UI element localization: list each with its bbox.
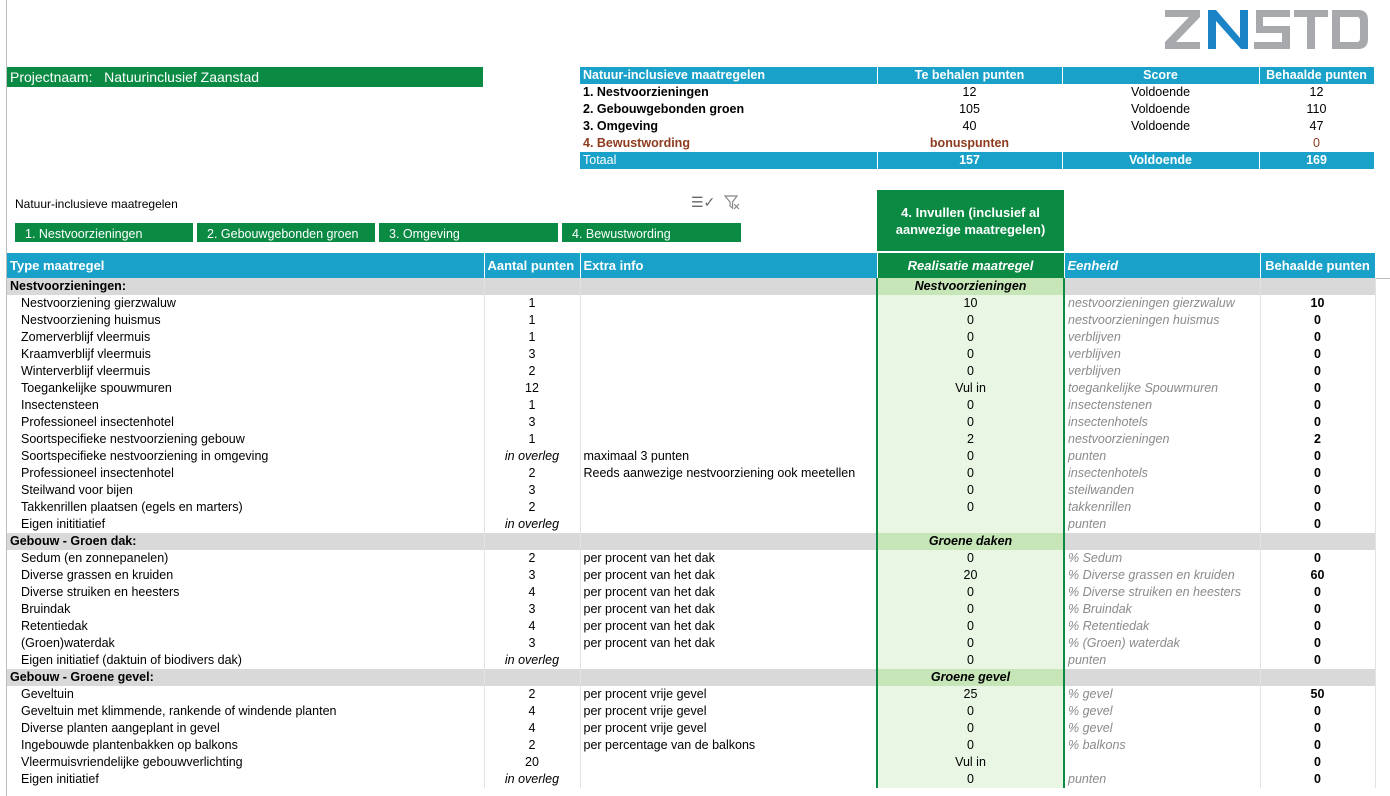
realisation-input[interactable]: 0 [877, 448, 1064, 465]
summary-name: 2. Gebouwgebonden groen [580, 101, 877, 118]
summary-row [580, 118, 1374, 135]
measure-name: Nestvoorziening huismus [7, 312, 484, 329]
measure-points: 2 [484, 550, 580, 567]
measure-extra-info: per procent van het dak [580, 635, 877, 652]
measure-unit: verblijven [1064, 329, 1260, 346]
measure-extra-info [580, 516, 877, 533]
measure-points: 4 [484, 703, 580, 720]
measure-name: Kraamverblijf vleermuis [7, 346, 484, 363]
measure-achieved-points: 60 [1260, 567, 1375, 584]
cell [1260, 669, 1375, 686]
measure-unit: steilwanden [1064, 482, 1260, 499]
measure-unit: takkenrillen [1064, 499, 1260, 516]
summary-achieved: 12 [1259, 84, 1374, 101]
realisation-input[interactable]: 0 [877, 312, 1064, 329]
measure-extra-info: per procent vrije gevel [580, 720, 877, 737]
measure-achieved-points: 0 [1260, 516, 1375, 533]
summary-row [580, 135, 1374, 152]
measure-extra-info: Reeds aanwezige nestvoorziening ook meetellen [580, 465, 877, 482]
header-unit: Eenheid [1064, 253, 1260, 278]
measure-name: Eigen initiatief (daktuin of biodivers dak) [7, 652, 484, 669]
summary-header-row [580, 67, 1374, 84]
measure-extra-info: per procent van het dak [580, 567, 877, 584]
summary-table [580, 67, 1375, 169]
summary-target: bonuspunten [877, 135, 1062, 152]
slicer-button-gebouwgebonden-groen[interactable]: 2. Gebouwgebonden groen [196, 222, 376, 243]
measure-unit: % Diverse struiken en heesters [1064, 584, 1260, 601]
measure-name: Diverse planten aangeplant in gevel [7, 720, 484, 737]
table-row [7, 346, 1375, 363]
table-row [7, 499, 1375, 516]
section-row [7, 533, 1375, 550]
measure-achieved-points: 0 [1260, 329, 1375, 346]
measure-name: Insectensteen [7, 397, 484, 414]
cell [1260, 278, 1375, 295]
slicer-button-omgeving[interactable]: 3. Omgeving [378, 222, 559, 243]
measure-achieved-points: 0 [1260, 312, 1375, 329]
gridline [1375, 278, 1390, 279]
summary-row [580, 101, 1374, 118]
measure-achieved-points: 2 [1260, 431, 1375, 448]
measure-achieved-points: 0 [1260, 346, 1375, 363]
summary-total-score: Voldoende [1062, 152, 1259, 169]
measure-achieved-points: 0 [1260, 703, 1375, 720]
cell [1064, 278, 1260, 295]
realisation-input[interactable]: 0 [877, 584, 1064, 601]
realisation-input[interactable]: 0 [877, 346, 1064, 363]
measure-name: Diverse struiken en heesters [7, 584, 484, 601]
measure-achieved-points: 0 [1260, 363, 1375, 380]
measure-points: 2 [484, 737, 580, 754]
section-realisation-label: Groene daken [877, 533, 1064, 550]
measure-name: Bruindak [7, 601, 484, 618]
measure-extra-info [580, 652, 877, 669]
summary-total-row [580, 152, 1374, 169]
header-extra: Extra info [580, 253, 877, 278]
measure-points: 4 [484, 584, 580, 601]
measure-extra-info: per procent van het dak [580, 584, 877, 601]
measure-unit: punten [1064, 516, 1260, 533]
measure-extra-info [580, 295, 877, 312]
realisation-input[interactable]: 20 [877, 567, 1064, 584]
measure-points: in overleg [484, 771, 580, 788]
summary-header-measures: Natuur-inclusieve maatregelen [580, 67, 877, 84]
measure-achieved-points: 0 [1260, 584, 1375, 601]
realisation-input[interactable]: 25 [877, 686, 1064, 703]
measure-points: 1 [484, 431, 580, 448]
summary-target: 40 [877, 118, 1062, 135]
table-row [7, 329, 1375, 346]
realisation-input[interactable]: 0 [877, 635, 1064, 652]
measure-name: Geveltuin [7, 686, 484, 703]
realisation-input[interactable]: 0 [877, 720, 1064, 737]
summary-name: 4. Bewustwording [580, 135, 877, 152]
measure-points: 1 [484, 295, 580, 312]
table-row [7, 397, 1375, 414]
slicer-button-bewustwording[interactable]: 4. Bewustwording [561, 222, 742, 243]
realisation-input[interactable]: 0 [877, 601, 1064, 618]
measure-unit: % gevel [1064, 720, 1260, 737]
header-achieved: Behaalde punten [1260, 253, 1375, 278]
measure-unit: % Sedum [1064, 550, 1260, 567]
measure-unit: % Diverse grassen en kruiden [1064, 567, 1260, 584]
realisation-input[interactable]: 0 [877, 465, 1064, 482]
measure-extra-info: per procent van het dak [580, 550, 877, 567]
measure-unit: nestvoorzieningen gierzwaluw [1064, 295, 1260, 312]
measure-unit: % Bruindak [1064, 601, 1260, 618]
table-row [7, 618, 1375, 635]
measure-unit: % Retentiedak [1064, 618, 1260, 635]
clear-filter-icon[interactable] [724, 194, 740, 213]
cell [580, 533, 877, 550]
measure-name: Soortspecifieke nestvoorziening in omgeving [7, 448, 484, 465]
table-row [7, 516, 1375, 533]
realisation-input[interactable]: 0 [877, 499, 1064, 516]
measure-name: Professioneel insectenhotel [7, 414, 484, 431]
measure-points: 3 [484, 346, 580, 363]
table-row [7, 431, 1375, 448]
cell [1064, 533, 1260, 550]
measure-points: 2 [484, 499, 580, 516]
measure-points: 1 [484, 312, 580, 329]
realisation-input[interactable] [877, 516, 1064, 533]
section-row [7, 669, 1375, 686]
measure-extra-info: maximaal 3 punten [580, 448, 877, 465]
measure-points: 3 [484, 414, 580, 431]
measures-table [7, 253, 1376, 788]
realisation-input[interactable]: 0 [877, 652, 1064, 669]
table-row [7, 754, 1375, 771]
measure-extra-info: per procent van het dak [580, 618, 877, 635]
realisation-input[interactable]: 0 [877, 550, 1064, 567]
summary-achieved: 47 [1259, 118, 1374, 135]
measure-points: in overleg [484, 516, 580, 533]
table-row [7, 295, 1375, 312]
table-row [7, 601, 1375, 618]
header-points: Aantal punten [484, 253, 580, 278]
cell [484, 533, 580, 550]
measure-extra-info [580, 329, 877, 346]
table-row [7, 584, 1375, 601]
summary-target: 12 [877, 84, 1062, 101]
table-row [7, 482, 1375, 499]
header-realisation: Realisatie maatregel [877, 253, 1064, 278]
measure-extra-info [580, 397, 877, 414]
measure-name: Soortspecifieke nestvoorziening gebouw [7, 431, 484, 448]
realisation-input[interactable]: 0 [877, 703, 1064, 720]
project-label: Projectnaam: [10, 69, 93, 85]
measure-achieved-points: 0 [1260, 771, 1375, 788]
measure-points: 1 [484, 329, 580, 346]
table-row [7, 550, 1375, 567]
summary-score [1062, 135, 1259, 152]
table-row [7, 635, 1375, 652]
cell [484, 278, 580, 295]
measure-extra-info: per procent vrije gevel [580, 703, 877, 720]
measure-achieved-points: 0 [1260, 482, 1375, 499]
summary-achieved: 110 [1259, 101, 1374, 118]
measure-extra-info [580, 431, 877, 448]
cell [484, 669, 580, 686]
instruction-header [877, 190, 1064, 251]
znstd-logo [1160, 4, 1375, 54]
table-row [7, 448, 1375, 465]
table-row [7, 703, 1375, 720]
measure-name: Professioneel insectenhotel [7, 465, 484, 482]
table-row [7, 567, 1375, 584]
realisation-input[interactable]: 0 [877, 414, 1064, 431]
measure-achieved-points: 10 [1260, 295, 1375, 312]
measure-extra-info [580, 346, 877, 363]
measure-name: Geveltuin met klimmende, rankende of windende planten [7, 703, 484, 720]
measure-points: 3 [484, 635, 580, 652]
measure-unit: insectenhotels [1064, 414, 1260, 431]
summary-score: Voldoende [1062, 84, 1259, 101]
measure-extra-info: per procent van het dak [580, 601, 877, 618]
measure-name: Takkenrillen plaatsen (egels en marters) [7, 499, 484, 516]
table-row [7, 737, 1375, 754]
table-row [7, 652, 1375, 669]
measure-achieved-points: 0 [1260, 465, 1375, 482]
measure-unit: toegankelijke Spouwmuren [1064, 380, 1260, 397]
measure-points: 3 [484, 482, 580, 499]
realisation-input[interactable]: 2 [877, 431, 1064, 448]
project-name-bar [7, 67, 483, 87]
multi-select-icon[interactable]: ☰✓ [691, 194, 716, 210]
measure-points: 3 [484, 567, 580, 584]
measure-achieved-points: 0 [1260, 754, 1375, 771]
realisation-input[interactable]: 0 [877, 329, 1064, 346]
measure-achieved-points: 0 [1260, 618, 1375, 635]
section-title: Nestvoorzieningen: [7, 278, 484, 295]
section-title: Gebouw - Groene gevel: [7, 669, 484, 686]
summary-name: 3. Omgeving [580, 118, 877, 135]
measure-name: Vleermuisvriendelijke gebouwverlichting [7, 754, 484, 771]
measure-unit: % (Groen) waterdak [1064, 635, 1260, 652]
cell [580, 669, 877, 686]
measure-achieved-points: 0 [1260, 652, 1375, 669]
summary-achieved: 0 [1259, 135, 1374, 152]
measure-unit: punten [1064, 652, 1260, 669]
measure-achieved-points: 0 [1260, 397, 1375, 414]
measure-points: in overleg [484, 652, 580, 669]
measure-name: Ingebouwde plantenbakken op balkons [7, 737, 484, 754]
measure-name: Nestvoorziening gierzwaluw [7, 295, 484, 312]
table-row [7, 771, 1375, 788]
realisation-input[interactable]: 0 [877, 363, 1064, 380]
slicer-button-nestvoorzieningen[interactable]: 1. Nestvoorzieningen [14, 222, 194, 243]
section-realisation-label: Groene gevel [877, 669, 1064, 686]
measure-achieved-points: 0 [1260, 380, 1375, 397]
measure-extra-info [580, 482, 877, 499]
measure-name: Zomerverblijf vleermuis [7, 329, 484, 346]
measure-extra-info [580, 312, 877, 329]
section-realisation-label: Nestvoorzieningen [877, 278, 1064, 295]
summary-total-name: Totaal [580, 152, 877, 169]
measure-extra-info [580, 414, 877, 431]
table-row [7, 686, 1375, 703]
measure-points: 2 [484, 465, 580, 482]
measure-points: 20 [484, 754, 580, 771]
slicer-title: Natuur-inclusieve maatregelen [15, 197, 178, 211]
realisation-input[interactable]: 0 [877, 482, 1064, 499]
measure-name: Steilwand voor bijen [7, 482, 484, 499]
table-row [7, 380, 1375, 397]
section-row [7, 278, 1375, 295]
realisation-input[interactable]: 0 [877, 737, 1064, 754]
cell [1064, 669, 1260, 686]
measure-name: Diverse grassen en kruiden [7, 567, 484, 584]
summary-header-achieved: Behaalde punten [1259, 67, 1374, 84]
section-title: Gebouw - Groen dak: [7, 533, 484, 550]
measure-unit: % balkons [1064, 737, 1260, 754]
table-header-row [7, 253, 1375, 278]
measure-extra-info [580, 380, 877, 397]
measure-extra-info [580, 771, 877, 788]
summary-total-target: 157 [877, 152, 1062, 169]
measure-extra-info: per percentage van de balkons [580, 737, 877, 754]
table-row [7, 720, 1375, 737]
measure-points: in overleg [484, 448, 580, 465]
summary-score: Voldoende [1062, 101, 1259, 118]
measure-achieved-points: 0 [1260, 720, 1375, 737]
summary-header-score: Score [1062, 67, 1259, 84]
summary-score: Voldoende [1062, 118, 1259, 135]
summary-total-achieved: 169 [1259, 152, 1374, 169]
summary-name: 1. Nestvoorzieningen [580, 84, 877, 101]
measure-unit: verblijven [1064, 346, 1260, 363]
measure-unit: nestvoorzieningen [1064, 431, 1260, 448]
measure-points: 12 [484, 380, 580, 397]
measure-unit: % gevel [1064, 686, 1260, 703]
measure-points: 2 [484, 363, 580, 380]
instruction-text: 4. Invullen (inclusief al aanwezige maatregelen) [895, 204, 1046, 237]
measure-name: Winterverblijf vleermuis [7, 363, 484, 380]
measure-unit: insectenhotels [1064, 465, 1260, 482]
measure-unit [1064, 754, 1260, 771]
cell [1260, 533, 1375, 550]
table-row [7, 414, 1375, 431]
cell [580, 278, 877, 295]
project-name: Natuurinclusief Zaanstad [104, 69, 260, 85]
measure-extra-info: per procent vrije gevel [580, 686, 877, 703]
measure-name: Toegankelijke spouwmuren [7, 380, 484, 397]
table-row [7, 363, 1375, 380]
measure-name: (Groen)waterdak [7, 635, 484, 652]
measure-extra-info [580, 754, 877, 771]
measure-achieved-points: 50 [1260, 686, 1375, 703]
realisation-input[interactable]: 0 [877, 618, 1064, 635]
measure-unit: verblijven [1064, 363, 1260, 380]
measure-unit: % gevel [1064, 703, 1260, 720]
measure-extra-info [580, 363, 877, 380]
realisation-input[interactable]: Vul in [877, 754, 1064, 771]
realisation-input[interactable]: 0 [877, 771, 1064, 788]
measure-achieved-points: 0 [1260, 448, 1375, 465]
measure-achieved-points: 0 [1260, 635, 1375, 652]
summary-target: 105 [877, 101, 1062, 118]
header-type: Type maatregel [7, 253, 484, 278]
measure-achieved-points: 0 [1260, 737, 1375, 754]
measure-unit: insectenstenen [1064, 397, 1260, 414]
measure-extra-info [580, 499, 877, 516]
realisation-input[interactable]: 10 [877, 295, 1064, 312]
summary-header-target: Te behalen punten [877, 67, 1062, 84]
measure-points: 4 [484, 720, 580, 737]
measure-achieved-points: 0 [1260, 550, 1375, 567]
realisation-input[interactable]: Vul in [877, 380, 1064, 397]
measure-points: 2 [484, 686, 580, 703]
measure-achieved-points: 0 [1260, 601, 1375, 618]
table-row [7, 312, 1375, 329]
measure-achieved-points: 0 [1260, 414, 1375, 431]
measure-unit: punten [1064, 771, 1260, 788]
measure-points: 1 [484, 397, 580, 414]
realisation-input[interactable]: 0 [877, 397, 1064, 414]
measure-unit: nestvoorzieningen huismus [1064, 312, 1260, 329]
measure-unit: punten [1064, 448, 1260, 465]
measure-achieved-points: 0 [1260, 499, 1375, 516]
measure-name: Eigen initiatief [7, 771, 484, 788]
summary-row [580, 84, 1374, 101]
measure-points: 3 [484, 601, 580, 618]
table-row [7, 465, 1375, 482]
measure-name: Retentiedak [7, 618, 484, 635]
measure-name: Sedum (en zonnepanelen) [7, 550, 484, 567]
measure-points: 4 [484, 618, 580, 635]
measure-name: Eigen inititiatief [7, 516, 484, 533]
